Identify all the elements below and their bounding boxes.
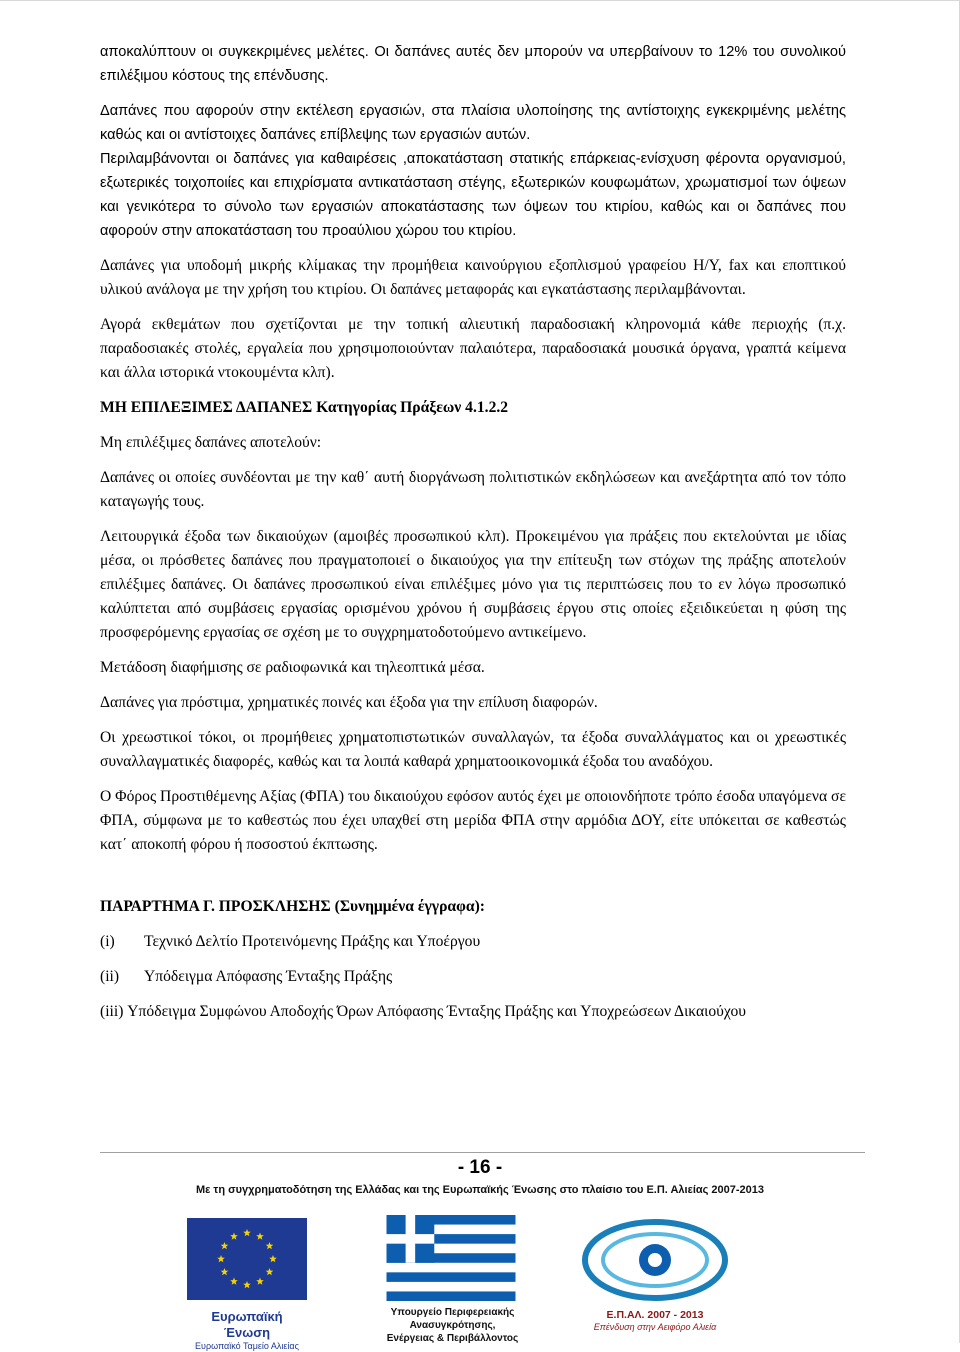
page-top-border [0,0,960,1]
footer-logos [0,1210,960,1351]
epal-subtitle: Επένδυση στην Αειφόρο Αλιεία [593,1322,717,1332]
ministry-caption [350,1306,555,1345]
paragraph-interest: Οι χρεωστικοί τόκοι, οι προμήθειες χρηματοπιστωτικών συναλλαγών, τα έξοδα συναλλάγματος και οι χρεωστικές συναλλαγματικές διαφορές, καθώς και τα λοιπά καθαρά χρηματοοικονομικά έξοδα του αναδόχου. [100,729,846,770]
footer-divider [100,1152,865,1153]
paragraph-cultural-events: Δαπάνες οι οποίες συνδέονται με την καθ΄ αυτή διοργάνωση πολιτιστικών εκδηλώσεων και ανεξάρτητα από τον τόπο καταγωγής τους. [100,469,846,510]
attachment-number: (i) [100,933,115,950]
eu-logo [187,1218,307,1351]
paragraph-works-costs: Δαπάνες που αφορούν στην εκτέλεση εργασιών, στα πλαίσια υλοποίησης της αντίστοιχης εγκεκριμένης μελέτης καθώς και οι αντίστοιχες δαπάνες επίβλεψης των εργασιών αυτών. [100,103,846,143]
fish-eye-emblem-icon [566,1210,744,1306]
eu-flag-icon [187,1218,307,1300]
epal-title: Ε.Π.ΑΛ. 2007 - 2013 [606,1309,704,1321]
heading-appendix: ΠΑΡΑΡΤΗΜΑ Γ. ΠΡΟΣΚΛΗΣΗΣ (Συνημμένα έγγραφα): [100,898,485,915]
cofunding-statement: Με τη συγχρηματοδότηση της Ελλάδας και της Ευρωπαϊκής Ένωσης στο πλαίσιο του Ε.Π. Αλιείας 2007-2013 [195,1184,765,1196]
eu-logo-subtitle: Ευρωπαϊκό Ταμείο Αλιείας [195,1341,299,1351]
paragraph-ineligible-intro: Μη επιλέξιμες δαπάνες αποτελούν: [100,434,322,451]
attachment-text: Υπόδειγμα Συμφώνου Αποδοχής Όρων Απόφασης Ένταξης Πράξης και Υποχρεώσεων Δικαιούχου [127,1003,746,1020]
paragraph-fines: Δαπάνες για πρόστιμα, χρηματικές ποινές και έξοδα για την επίλυση διαφορών. [100,694,598,711]
paragraph-study-costs: αποκαλύπτουν οι συγκεκριμένες μελέτες. Οι δαπάνες αυτές δεν μπορούν να υπερβαίνουν το 12% του συνολικού επιλέξιμου κόστους της επένδυσης. [100,44,846,84]
epal-logo [566,1210,744,1343]
page-number: - 16 - [457,1157,503,1178]
paragraph-exhibits: Αγορά εκθεμάτων που σχετίζονται με την τοπική αλιευτική παραδοσιακή κληρονομιά κάθε περιοχής (π.χ. παραδοσιακές στολές, εργαλεία που χρησιμοποιούνταν παλαιότερα, παραδοσιακά μουσικά όργανα, γραπτά κείμενα και άλλα ιστορικά ντοκουμέντα κλπ). [100,316,846,381]
document-body [100,40,846,1035]
greek-flag-icon [386,1215,516,1301]
ministry-line: Υπουργείο Περιφερειακής Ανασυγκρότησης, [390,1307,515,1331]
attachment-number: (iii) [100,1003,124,1020]
attachment-text: Τεχνικό Δελτίο Προτεινόμενης Πράξης και Υποέργου [144,933,481,950]
attachment-item [100,965,846,989]
paragraph-operating-costs: Λειτουργικά έξοδα των δικαιούχων (αμοιβές προσωπικού κλπ). Προκειμένου για πράξεις που εκτελούνται με ιδίας μέσα, οι πρόσθετες δαπάνες που πραγματοποιεί ο δικαιούχος για την επίτευξη των στόχων της πράξης αποτελούν επιλέξιμες δαπάνες. Οι δαπάνες προσωπικού είναι επιλέξιμες μόνο για τις περιπτώσεις που το εν λόγω προσωπικό καλύπτεται από συμβάσεις εργασίας ορισμένου χρόνου ή συμβάσεις έργου στις οποίες εξειδικεύεται η φύση της προσφερόμενης εργασίας σε σχέση με το συγχρηματοδοτούμενο αντικείμενο. [100,528,846,641]
attachment-text: Υπόδειγμα Απόφασης Ένταξης Πράξης [144,968,393,985]
paragraph-vat: Ο Φόρος Προστιθέμενης Αξίας (ΦΠΑ) του δικαιούχου εφόσον αυτός έχει με οποιονδήποτε τρόπο έσοδα υπαγόμενα σε ΦΠΑ, σύμφωνα με το καθεστώς που έχει υπαχθεί στη μερίδα ΦΠΑ στην αρμόδια ΔΟΥ, είτε υπόκειται σε καθεστώς κατ΄ αποκοπή φόρου ή ποσοστού έκπτωσης. [100,788,846,853]
paragraph-equipment: Δαπάνες για υποδομή μικρής κλίμακας την προμήθεια καινούργιου εξοπλισμού γραφείου Η/Υ, fax και εποπτικού υλικού ανάλογα με την χρήση του κτιρίου. Οι δαπάνες μεταφοράς και εγκατάστασης περιλαμβάνονται. [100,257,846,298]
paragraph-included-works: Περιλαμβάνονται οι δαπάνες για καθαιρέσεις ,αποκατάσταση στατικής επάρκειας-ενίσχυση φέροντα οργανισμού, εξωτερικές τοιχοποιίες και επιχρίσματα αντικατάσταση στέγης, εξωτερικών κουφωμάτων, χρωματισμοί των όψεων και γενικότερα το σύνολο των εργασιών αποκατάστασης των όψεων του κτιρίου, καθώς και οι δαπάνες που αφορούν στην αποκατάσταση του προαύλιου χώρου του κτιρίου. [100,151,846,239]
eu-logo-title: Ευρωπαϊκή Ένωση [211,1309,283,1340]
attachment-number: (ii) [100,968,120,985]
ministry-line: Ενέργειας & Περιβάλλοντος [386,1333,519,1344]
heading-ineligible-costs: ΜΗ ΕΠΙΛΕΞΙΜΕΣ ΔΑΠΑΝΕΣ Κατηγορίας Πράξεων 4.1.2.2 [100,399,509,416]
paragraph-advertising: Μετάδοση διαφήμισης σε ραδιοφωνικά και τηλεοπτικά μέσα. [100,659,485,676]
attachment-item [100,930,846,954]
attachment-item [100,1000,846,1024]
